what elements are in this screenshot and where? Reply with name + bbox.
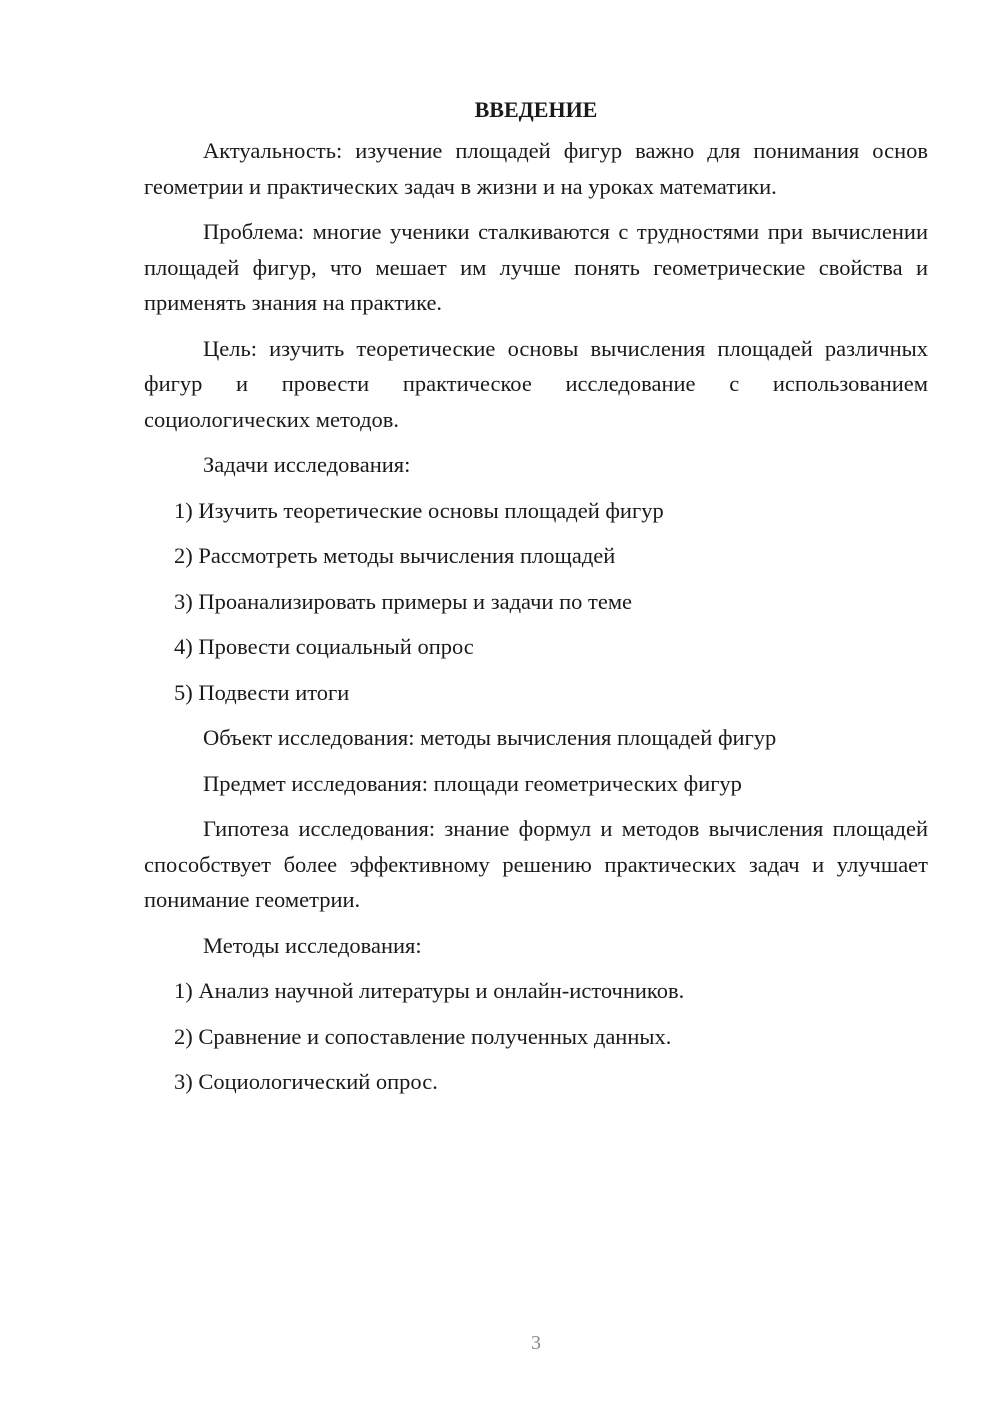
list-item: 4) Провести социальный опрос (174, 634, 474, 659)
section-heading: ВВЕДЕНИЕ (474, 97, 598, 122)
list-item: 2) Сравнение и сопоставление полученных данных. (174, 1023, 672, 1049)
hypothesis-paragraph: Гипотеза исследования: знание формул и методов вычисления площадей способствует более эффективному решению практических задач и улучшает понимание геометрии. (144, 816, 928, 912)
page-content (144, 92, 928, 1110)
subject-paragraph: Предмет исследования: площади геометрических фигур (203, 770, 742, 796)
list-item: 3) Социологический опрос. (174, 1069, 438, 1094)
list-item: 1) Анализ научной литературы и онлайн-источников. (174, 978, 685, 1003)
tasks-title: Задачи исследования: (203, 452, 411, 477)
problem-paragraph: Проблема: многие ученики сталкиваются с трудностями при вычислении площадей фигур, что мешает им лучше понять геометрические свойства и применять знания на практике. (144, 219, 928, 315)
list-item: 1) Изучить теоретические основы площадей фигур (174, 497, 664, 523)
goal-paragraph: Цель: изучить теоретические основы вычисления площадей различных фигур и провести практическое исследование с использованием социологических методов. (144, 335, 928, 432)
object-paragraph: Объект исследования: методы вычисления площадей фигур (203, 725, 777, 750)
methods-list (144, 973, 928, 1100)
page-number: 3 (531, 1332, 541, 1354)
list-item: 3) Проанализировать примеры и задачи по теме (174, 588, 633, 614)
tasks-list (144, 493, 928, 711)
list-item: 2) Рассмотреть методы вычисления площадей (174, 543, 616, 568)
relevance-paragraph: Актуальность: изучение площадей фигур важно для понимания основ геометрии и практических задач в жизни и на уроках математики. (144, 138, 928, 199)
methods-title: Методы исследования: (203, 932, 422, 958)
list-item: 5) Подвести итоги (174, 679, 350, 705)
